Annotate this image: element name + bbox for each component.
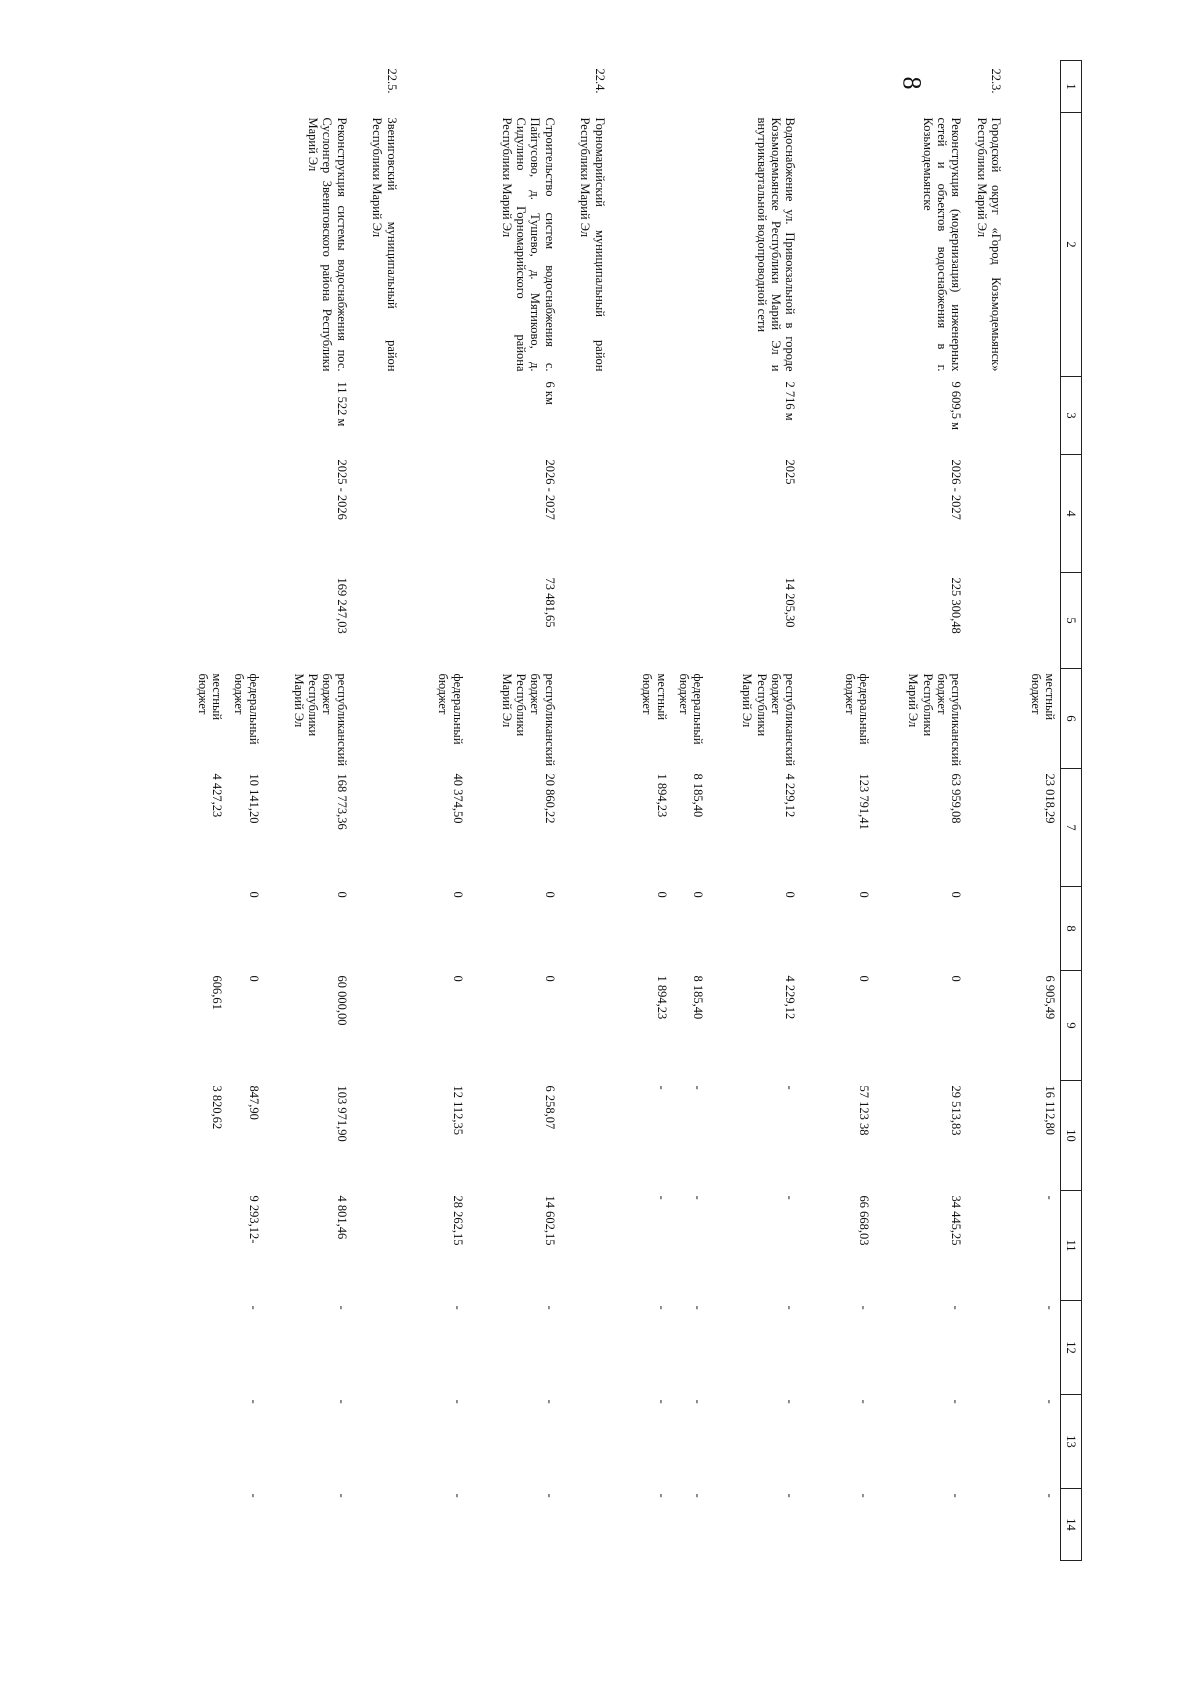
table-cell-col-9: 0 (542, 975, 557, 982)
table-cell-col-12: - (783, 1305, 798, 1310)
table-cell-col-2: Городской округ «Город Козьмодемьянск» Республики Марий Эл (975, 117, 1004, 372)
table-cell-col-11: - (1043, 1195, 1057, 1200)
column-header: 11 (1061, 1191, 1082, 1301)
table-cell-col-14 (967, 1489, 1007, 1561)
column-header: 13 (1061, 1395, 1082, 1489)
table-cell-col-9 (560, 971, 610, 1081)
table-row (352, 61, 402, 1561)
table-cell-col-10: 57 123 38 (857, 1085, 872, 1136)
table-cell-col-11: 9 293,12- (246, 1195, 261, 1244)
table-cell-col-6: республиканский бюджет Республики Марий Эл (906, 673, 964, 767)
table-cell-col-12: - (1043, 1305, 1057, 1310)
table-cell-col-1: 22.4. (592, 68, 607, 94)
column-header: 3 (1061, 377, 1082, 455)
table-cell-col-4: 2025 - 2026 (334, 459, 349, 520)
table-cell-col-7: 8 185,40 (691, 773, 706, 818)
table-cell-col-3 (187, 377, 227, 455)
table-cell-col-10: - (654, 1085, 669, 1090)
table-cell-col-13 (967, 1395, 1007, 1489)
table-cell-col-12 (352, 1301, 402, 1395)
table-row (610, 61, 672, 1561)
column-header: 6 (1061, 669, 1082, 769)
table-cell-col-6: республиканский бюджет Республики Марий Эл (499, 673, 557, 767)
table-cell-col-2 (672, 113, 709, 377)
table-cell-col-8: 0 (542, 891, 557, 898)
table-cell-col-10 (560, 1081, 610, 1191)
table-cell-col-3: 11 522 м (334, 381, 349, 427)
column-header: 4 (1061, 455, 1082, 573)
table-cell-col-6: республиканский бюджет Республики Марий Эл (740, 673, 798, 767)
table-cell-col-8 (187, 887, 227, 971)
table-cell-col-12 (967, 1301, 1007, 1395)
table-cell-col-10: 3 820,62 (210, 1085, 224, 1130)
table-cell-col-5: 73 481,65 (542, 577, 557, 628)
table-cell-col-3: 2 716 м (783, 381, 798, 421)
table-cell-col-13 (560, 1395, 610, 1489)
table-row (801, 61, 875, 1561)
table-cell-col-1 (1007, 61, 1061, 113)
table-cell-col-5 (801, 573, 875, 669)
table-cell-col-4 (967, 455, 1007, 573)
table-cell-col-12: - (857, 1305, 872, 1310)
table-cell-col-10: - (783, 1085, 798, 1090)
table-cell-col-4 (402, 455, 468, 573)
table-cell-col-6: местный бюджет (640, 673, 669, 721)
table-row (560, 61, 610, 1561)
table-cell-col-7 (967, 769, 1007, 887)
table-cell-col-3 (227, 377, 264, 455)
table-cell-col-8: 0 (783, 891, 798, 898)
table-row (1007, 61, 1061, 1561)
table-cell-col-5 (402, 573, 468, 669)
table-cell-col-11 (352, 1191, 402, 1301)
table-row (402, 61, 468, 1561)
table-cell-col-14: - (334, 1493, 349, 1498)
table-cell-col-11: - (654, 1195, 669, 1200)
table-cell-col-8 (352, 887, 402, 971)
table-cell-col-14 (187, 1489, 227, 1561)
table-cell-col-10 (352, 1081, 402, 1191)
table-cell-col-10: 103 971,90 (334, 1085, 349, 1142)
table-cell-col-9: 606,61 (210, 975, 224, 1010)
table-cell-col-8: 0 (949, 891, 964, 898)
table-cell-col-6 (560, 669, 610, 769)
table-cell-col-2: Горномарийский муниципальный район Республики Марий Эл (578, 117, 607, 372)
table-cell-col-11: 4 801,46 (334, 1195, 349, 1240)
table-cell-col-12 (560, 1301, 610, 1395)
table-cell-col-4: 2025 (783, 459, 798, 485)
table-cell-col-1: 22.5. (384, 68, 399, 94)
table-cell-col-6 (967, 669, 1007, 769)
table-cell-col-7: 1 894,23 (654, 773, 669, 818)
table-cell-col-11: 66 668,03 (857, 1195, 872, 1246)
table-cell-col-9: 1 894,23 (654, 975, 669, 1020)
table-cell-col-4 (187, 455, 227, 573)
table-cell-col-11 (187, 1191, 227, 1301)
table-cell-col-6: федеральный бюджет (843, 673, 872, 745)
table-cell-col-13: - (1043, 1399, 1057, 1404)
table-cell-col-3 (560, 377, 610, 455)
table-cell-col-4 (352, 455, 402, 573)
table-cell-col-5 (672, 573, 709, 669)
table-cell-col-9: 4 229,12 (783, 975, 798, 1020)
table-cell-col-14: - (691, 1493, 706, 1498)
table-cell-col-11 (967, 1191, 1007, 1301)
table-cell-col-9: 0 (246, 975, 261, 982)
table-cell-col-10: 847,90 (246, 1085, 261, 1120)
table-cell-col-4 (1007, 455, 1061, 573)
table-cell-col-7: 4 229,12 (783, 773, 798, 818)
table-cell-col-3 (402, 377, 468, 455)
table-cell-col-1 (709, 61, 801, 113)
table-cell-col-6: местный бюджет (1028, 673, 1057, 721)
table-cell-col-10: 16 112,80 (1043, 1085, 1057, 1136)
table-cell-col-14: - (783, 1493, 798, 1498)
table-cell-col-11: 28 262,15 (450, 1195, 465, 1246)
table-cell-col-5: 14 205,30 (783, 577, 798, 628)
table-cell-col-10: 29 513,83 (949, 1085, 964, 1136)
table-cell-col-7: 168 773,36 (334, 773, 349, 830)
table-cell-col-13: - (691, 1399, 706, 1404)
table-cell-col-3 (352, 377, 402, 455)
column-header: 14 (1061, 1489, 1082, 1561)
table-cell-col-8 (1007, 887, 1061, 971)
table-cell-col-5 (227, 573, 264, 669)
table-cell-col-8: 0 (246, 891, 261, 898)
table-cell-col-5 (967, 573, 1007, 669)
table-cell-col-2: Реконструкция (модернизация) инженерных сетей и объектов водоснабжения в г. Козьмодемьянске (920, 117, 964, 372)
table-cell-col-1 (468, 61, 560, 113)
table-cell-col-1 (187, 61, 227, 113)
table-cell-col-2: Звениговский муниципальный район Республики Марий Эл (370, 117, 399, 372)
table-cell-col-14: - (857, 1493, 872, 1498)
table-cell-col-9: 60 000,00 (334, 975, 349, 1026)
table-cell-col-11: 14 602,15 (542, 1195, 557, 1246)
table-row (709, 61, 801, 1561)
table-cell-col-3 (610, 377, 672, 455)
table-cell-col-7: 63 959,08 (949, 773, 964, 824)
table-cell-col-9: 6 905,49 (1043, 975, 1057, 1020)
table-cell-col-2: Строительство систем водоснабжения с. Пайгусово, д. Тушево, д. Мятиково, д. Сидулино Горномарийского района Республики Марий Эл (499, 117, 557, 372)
column-header: 7 (1061, 769, 1082, 887)
table-cell-col-2 (402, 113, 468, 377)
table-cell-col-3 (967, 377, 1007, 455)
table-cell-col-12: - (542, 1305, 557, 1310)
table-cell-col-7: 40 374,50 (450, 773, 465, 824)
table-cell-col-8: 0 (334, 891, 349, 898)
table-cell-col-7: 10 141,20 (246, 773, 261, 824)
table-cell-col-13: - (949, 1399, 964, 1404)
table-cell-col-9 (352, 971, 402, 1081)
table-row (264, 61, 352, 1561)
table-cell-col-8 (560, 887, 610, 971)
table-cell-col-11 (560, 1191, 610, 1301)
table-cell-col-6: федеральный бюджет (677, 673, 706, 745)
table-row (672, 61, 709, 1561)
table-cell-col-4: 2026 - 2027 (949, 459, 964, 520)
table-cell-col-1 (672, 61, 709, 113)
table-cell-col-12: - (949, 1305, 964, 1310)
table-cell-col-10 (967, 1081, 1007, 1191)
table-cell-col-14: - (450, 1493, 465, 1498)
table-cell-col-5 (610, 573, 672, 669)
table-cell-col-13: - (857, 1399, 872, 1404)
table-cell-col-7 (352, 769, 402, 887)
table-cell-col-9 (967, 971, 1007, 1081)
table-cell-col-13: - (542, 1399, 557, 1404)
table-cell-col-7: 123 791,41 (857, 773, 872, 830)
table-cell-col-7: 23 018,29 (1043, 773, 1057, 824)
table-cell-col-8: 0 (450, 891, 465, 898)
column-header: 9 (1061, 971, 1082, 1081)
table-cell-col-9: 0 (949, 975, 964, 982)
table-cell-col-10: 6 258,07 (542, 1085, 557, 1130)
table-cell-col-3 (1007, 377, 1061, 455)
table-cell-col-1: 22.3. (989, 68, 1004, 94)
table-cell-col-4 (672, 455, 709, 573)
table-row (227, 61, 264, 1561)
table-cell-col-5: 225 300,48 (949, 577, 964, 634)
table-cell-col-10: - (691, 1085, 706, 1090)
table-cell-col-1 (801, 61, 875, 113)
table-cell-col-8: 0 (654, 891, 669, 898)
table-cell-col-2: Реконструкция системы водоснабжения пос. Суслонгер Звениговского района Республики Марий Эл (306, 117, 349, 372)
table-cell-col-12 (187, 1301, 227, 1395)
table-cell-col-14: - (246, 1493, 261, 1498)
table-cell-col-2: Водоснабжение ул. Привокзальной в городе Козьмодемьянске Республики Марий Эл и внутриквартальной водопроводной сети (754, 117, 798, 372)
column-header: 1 (1061, 61, 1082, 113)
table-cell-col-13: - (334, 1399, 349, 1404)
column-header: 2 (1061, 113, 1082, 377)
header-row (1061, 61, 1082, 1561)
table-cell-col-12: - (691, 1305, 706, 1310)
table-cell-col-4: 2026 - 2027 (542, 459, 557, 520)
table-cell-col-4 (560, 455, 610, 573)
table-cell-col-2 (801, 113, 875, 377)
table-cell-col-6: федеральный бюджет (436, 673, 465, 745)
table-cell-col-5: 169 247,03 (334, 577, 349, 634)
table-cell-col-4 (227, 455, 264, 573)
table-cell-col-13 (352, 1395, 402, 1489)
table-cell-col-13: - (450, 1399, 465, 1404)
table-cell-col-14: - (1043, 1493, 1057, 1498)
table-cell-col-10: 12 112,35 (450, 1085, 465, 1136)
table-cell-col-12: - (450, 1305, 465, 1310)
table-cell-col-1 (227, 61, 264, 113)
table-cell-col-12: - (334, 1305, 349, 1310)
table-cell-col-3: 9 609,5 м (949, 381, 964, 431)
table-cell-col-5 (1007, 573, 1061, 669)
table-cell-col-5 (352, 573, 402, 669)
table-cell-col-11: - (691, 1195, 706, 1200)
page-number: 8 (897, 76, 927, 90)
table-cell-col-8: 0 (691, 891, 706, 898)
column-header: 5 (1061, 573, 1082, 669)
table-cell-col-4 (801, 455, 875, 573)
table-cell-col-13: - (246, 1399, 261, 1404)
table-cell-col-6: республиканский бюджет Республики Марий Эл (291, 673, 349, 767)
table-cell-col-2 (187, 113, 227, 377)
table-cell-col-14 (352, 1489, 402, 1561)
table-cell-col-7 (560, 769, 610, 887)
table-body (187, 61, 1061, 1561)
table-cell-col-6 (352, 669, 402, 769)
table-cell-col-13: - (654, 1399, 669, 1404)
table-cell-col-1 (610, 61, 672, 113)
column-header: 8 (1061, 887, 1082, 971)
table-row (468, 61, 560, 1561)
table-cell-col-14: - (542, 1493, 557, 1498)
table-cell-col-9: 0 (450, 975, 465, 982)
table-cell-col-3 (672, 377, 709, 455)
budget-table (187, 60, 1082, 1561)
table-cell-col-12: - (246, 1305, 261, 1310)
table-cell-col-2 (227, 113, 264, 377)
table-cell-col-1 (875, 61, 967, 113)
table-cell-col-3: 6 км (542, 381, 557, 405)
table-cell-col-6: местный бюджет (195, 673, 224, 721)
table-cell-col-1 (264, 61, 352, 113)
table-cell-col-2 (1007, 113, 1061, 377)
table-cell-col-9: 8 185,40 (691, 975, 706, 1020)
table-cell-col-11: 34 445,25 (949, 1195, 964, 1246)
table-cell-col-6: федеральный бюджет (232, 673, 261, 745)
table-cell-col-8 (967, 887, 1007, 971)
table-cell-col-3 (801, 377, 875, 455)
table-cell-col-5 (187, 573, 227, 669)
table-cell-col-13: - (783, 1399, 798, 1404)
table-cell-col-12: - (654, 1305, 669, 1310)
table-cell-col-4 (610, 455, 672, 573)
table-cell-col-7: 4 427,23 (210, 773, 224, 818)
table-row (967, 61, 1007, 1561)
table-cell-col-14: - (949, 1493, 964, 1498)
table-cell-col-13 (187, 1395, 227, 1489)
table-cell-col-11: - (783, 1195, 798, 1200)
rotated-table-container (82, 60, 1082, 1560)
table-cell-col-2 (610, 113, 672, 377)
table-cell-col-9: 0 (857, 975, 872, 982)
table-cell-col-1 (402, 61, 468, 113)
table-cell-col-14: - (654, 1493, 669, 1498)
table-cell-col-8: 0 (857, 891, 872, 898)
table-row (187, 61, 227, 1561)
table-row (875, 61, 967, 1561)
table-cell-col-5 (560, 573, 610, 669)
column-header: 12 (1061, 1301, 1082, 1395)
column-header: 10 (1061, 1081, 1082, 1191)
table-cell-col-7: 20 860,22 (542, 773, 557, 824)
table-cell-col-14 (560, 1489, 610, 1561)
